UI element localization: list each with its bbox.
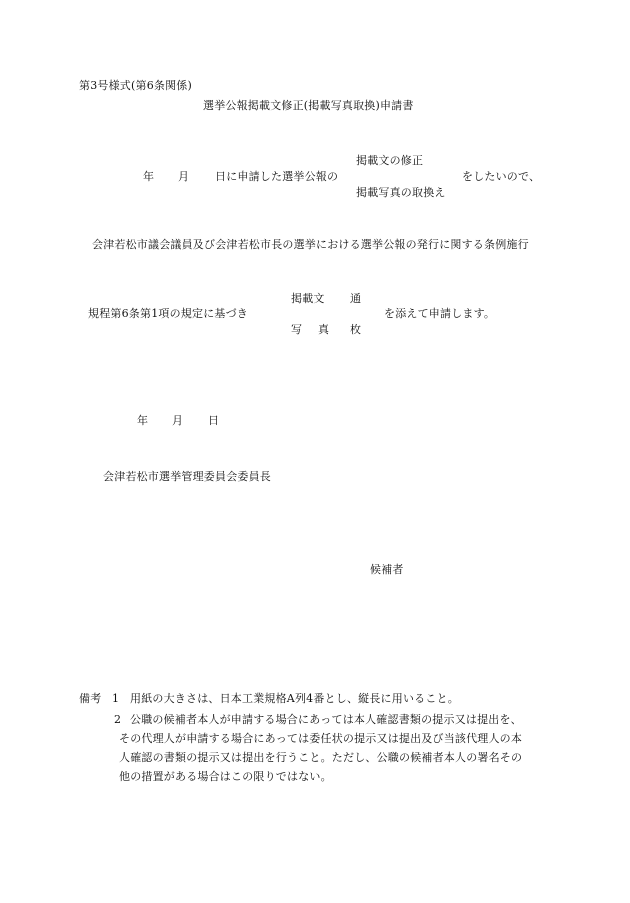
form-title: 選挙公報掲載文修正(掲載写真取換)申請書 — [203, 99, 414, 112]
option-revise-text: 掲載文の修正 — [356, 154, 424, 167]
note-2-line-2: その代理人が申請する場合にあっては委任状の提示又は提出及び当該代理人の本 — [119, 732, 523, 745]
notes-heading: 備考 — [79, 692, 102, 705]
attachment-text-label: 掲載文 — [291, 292, 325, 305]
attachment-photo-unit: 枚 — [350, 323, 362, 336]
attachment-text-unit: 通 — [350, 292, 362, 305]
note-2-line-1: 公職の候補者本人が申請する場合にあっては本人確認書類の提示又は提出を、 — [130, 713, 522, 726]
note-1-number: 1 — [112, 692, 120, 705]
note-2-line-3: 人確認の書類の提示又は提出を行うこと。ただし、公職の候補者本人の署名その — [119, 751, 523, 764]
attachment-photo-label-1: 写 — [291, 323, 303, 336]
request-day-phrase: 日に申請した選挙公報の — [215, 170, 339, 183]
rule-text: 規程第6条第1項の規定に基づき — [88, 307, 248, 320]
request-year: 年 — [143, 170, 155, 183]
note-2-number: 2 — [114, 713, 122, 726]
addressee: 会津若松市選挙管理委員会委員長 — [103, 470, 271, 483]
date-day: 日 — [208, 414, 220, 427]
request-month: 月 — [178, 170, 190, 183]
date-month: 月 — [172, 414, 184, 427]
date-year: 年 — [137, 414, 149, 427]
attachment-photo-label-2: 真 — [318, 323, 330, 336]
note-1-line-1: 用紙の大きさは、日本工業規格A列4番とし、縦長に用いること。 — [130, 692, 459, 705]
closing-text: を添えて申請します。 — [384, 307, 496, 320]
ordinance-text: 会津若松市議会議員及び会津若松市長の選挙における選挙公報の発行に関する条例施行 — [92, 238, 529, 251]
form-number: 第3号様式(第6条関係) — [79, 79, 192, 92]
option-replace-photo: 掲載写真の取換え — [356, 186, 446, 199]
request-purpose: をしたいので、 — [462, 170, 541, 183]
note-2-line-4: 他の措置がある場合はこの限りではない。 — [119, 770, 332, 783]
applicant-label: 候補者 — [370, 563, 404, 576]
